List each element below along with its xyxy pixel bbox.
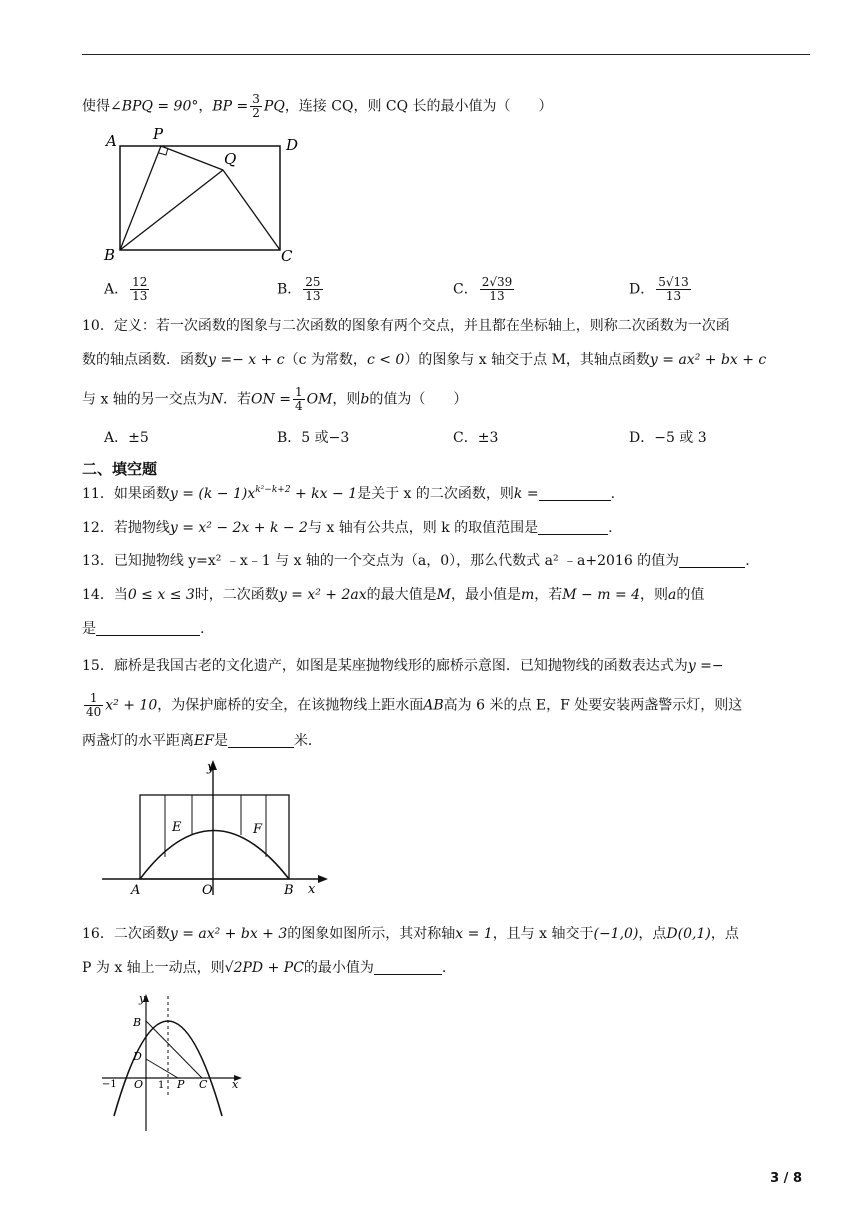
q14-answer-blank[interactable] [96,621,200,636]
q15-bridge-figure [96,758,332,900]
q11-line: 11．如果函数$y = (k - 1)x^{k^2-k+2}$ + kx − 1是关于 x 的二次函数，则k = . [82,485,616,502]
q16-answer-blank[interactable] [374,960,442,975]
q15-label-o: O [202,883,213,898]
q16-label-d: D [133,1050,142,1063]
q15-label-x: x [308,882,316,897]
q16-label-p: P [177,1078,185,1091]
q9-label-p: P [153,125,164,143]
q16-label-x: x [232,1078,239,1091]
q13-answer-blank[interactable] [679,553,745,568]
q9-option-a: A． $\frac{12}{13}$ [104,275,148,303]
q16-label-c: C [199,1078,208,1091]
q9-rectangle-figure [100,124,310,264]
q10-line-3: 与 x 轴的另一交点为N．若ON = $\frac{1}{4}$ OM，则b的值为（ ） [82,385,468,413]
q16-label-one: 1 [158,1080,165,1091]
q15-answer-blank[interactable] [228,733,294,748]
q15-label-f: F [253,822,263,837]
q9-option-d: D． $\frac{5√13}{13}$ [629,275,689,303]
section-title: 二、填空题 [82,460,158,478]
q15-line-3: 两盏灯的水平距离EF是 米． [82,733,322,749]
q15-label-b: B [284,883,294,898]
q16-parabola-figure [98,988,248,1134]
q15-label-e: E [172,820,182,835]
q15-label-y: y [207,760,215,775]
page-number: 3 / 8 [770,1171,802,1186]
q10-option-a: A．±5 [104,430,149,446]
q15-label-a: A [131,883,141,898]
q9-stem: 使得∠BPQ = 90°，BP = $\frac{3}{2}$ PQ，连接 CQ，则 CQ 长的最小值为（ ） [82,92,553,120]
q16-label-y: y [139,992,146,1005]
header-rule [82,54,810,55]
q14-line-2: 是 . [82,621,205,637]
q10-line-2: 数的轴点函数．函数y =− x + c（c 为常数，c < 0）的图象与 x 轴交于点 M，其轴点函数y = ax² + bx + c [82,352,767,368]
q9-fraction: $\frac{3}{2}$ [252,92,260,120]
q9-label-b: B [104,246,116,264]
q16-line-2: P 为 x 轴上一动点，则√2PD + PC的最小值为 . [82,960,447,976]
q15-line-1: 15．廊桥是我国古老的文化遗产，如图是某座抛物线形的廊桥示意图．已知抛物线的函数表达式为y =− [82,658,724,674]
q10-option-b: B．5 或−3 [277,430,350,446]
q13-line: 13．已知抛物线 y=x² ﹣x﹣1 与 x 轴的一个交点为（a，0），那么代数式 a² ﹣a+2016 的值为 . [82,553,750,569]
q10-option-d: D．−5 或 3 [629,430,707,446]
q9-option-c: C． $\frac{2√39}{13}$ [453,275,513,303]
q9-label-q: Q [224,150,237,168]
q14-line-1: 14．当0 ≤ x ≤ 3时，二次函数y = x² + 2ax的最大值是M，最小值是m，若M − m = 4，则a的值 [82,587,705,603]
q9-option-b: B． $\frac{25}{13}$ [277,275,321,303]
q15-line-2: $\frac{1}{40}$ x² + 10，为保护廊桥的安全，在该抛物线上距水面AB高为 6 米的点 E，F 处要安装两盏警示灯，则这 [86,691,743,719]
q9-label-d: D [286,136,299,154]
q16-label-neg1: −1 [102,1079,117,1090]
q10-option-c: C．±3 [453,430,499,446]
q16-label-o: O [134,1078,144,1091]
q16-line-1: 16．二次函数y = ax² + bx + 3的图象如图所示，其对称轴x = 1，且与 x 轴交于(−1,0)，点D(0,1)，点 [82,926,739,942]
q16-label-b: B [133,1016,142,1029]
q9-label-a: A [106,132,117,150]
q12-line: 12．若抛物线y = x² − 2x + k − 2与 x 轴有公共点，则 k 的取值范围是 . [82,520,613,536]
q11-answer-blank[interactable] [539,486,611,501]
q12-answer-blank[interactable] [538,520,608,535]
q9-label-c: C [281,247,293,264]
q10-line-1: 10．定义：若一次函数的图象与二次函数的图象有两个交点，并且都在坐标轴上，则称二次函数为一次函 [82,318,730,334]
